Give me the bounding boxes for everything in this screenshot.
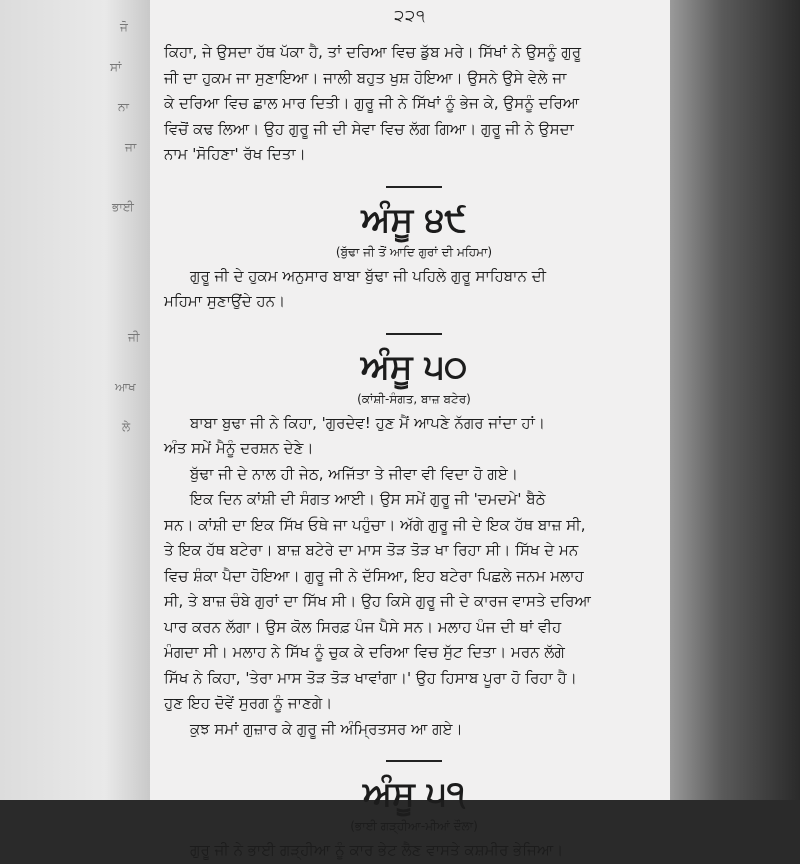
text-line: ਕੁਝ ਸਮਾਂ ਗੁਜ਼ਾਰ ਕੇ ਗੁਰੂ ਜੀ ਅੰਮ੍ਰਿਤਸਰ ਆ ਗਏ। xyxy=(190,719,463,738)
text-line: ਸਿੱਖ ਨੇ ਕਿਹਾ, 'ਤੇਰਾ ਮਾਸ ਤੋੜ ਤੋੜ ਖਾਵਾਂਗਾ।' ਉਹ ਹਿਸਾਬ ਪੂਰਾ ਹੋ ਰਿਹਾ ਹੈ। xyxy=(164,668,577,687)
text-line: ਬਾਬਾ ਬੁਢਾ ਜੀ ਨੇ ਕਿਹਾ, 'ਗੁਰਦੇਵ! ਹੁਣ ਮੈਂ ਆਪਣੇ ਨੱਗਰ ਜਾਂਦਾ ਹਾਂ। xyxy=(190,413,545,432)
text-line: ਤੇ ਇਕ ਹੱਥ ਬਟੇਰਾ। ਬਾਜ਼ ਬਟੇਰੇ ਦਾ ਮਾਸ ਤੋੜ ਤੋੜ ਖਾ ਰਿਹਾ ਸੀ। ਸਿੱਖ ਦੇ ਮਨ xyxy=(164,541,579,559)
book-page xyxy=(150,0,670,859)
text-line: ਸੀ, ਤੇ ਬਾਜ਼ ਚੰਬੇ ਗੁਰਾਂ ਦਾ ਸਿੱਖ ਸੀ। ਉਹ ਕਿਸੇ ਗੁਰੂ ਜੀ ਦੇ ਕਾਰਜ ਵਾਸਤੇ ਦਰਿਆ xyxy=(164,592,591,610)
page-stack-shadow xyxy=(670,0,800,800)
left-page-fragment: ਭਾਈ xyxy=(112,200,134,214)
text-line: ਅੰਤ ਸਮੇਂ ਮੈਨੂੰ ਦਰਸ਼ਨ ਦੇਣੇ। xyxy=(164,439,314,457)
section-subheading-50: (ਕਾਂਸ਼ੀ-ਸੰਗਤ, ਬਾਜ਼ ਬਟੇਰ) xyxy=(357,391,471,406)
page-number: ੨੨੧ xyxy=(394,6,426,25)
section-heading-49: ਅੰਸੂ ੪੯ xyxy=(361,199,467,240)
text-line: ਇਕ ਦਿਨ ਕਾਂਸ਼ੀ ਦੀ ਸੰਗਤ ਆਈ। ਉਸ ਸਮੇਂ ਗੁਰੂ ਜੀ 'ਦਮਦਮੇ' ਬੈਠੇ xyxy=(190,490,546,508)
section-divider xyxy=(386,760,442,762)
text-line: ਕੇ ਦਰਿਆ ਵਿਚ ਛਾਲ ਮਾਰ ਦਿਤੀ। ਗੁਰੂ ਜੀ ਨੇ ਸਿੱਖਾਂ ਨੂੰ ਭੇਜ ਕੇ, ਉਸਨੂੰ ਦਰਿਆ xyxy=(164,94,580,112)
text-line: ਜੀ ਦਾ ਹੁਕਮ ਜਾ ਸੁਣਾਇਆ। ਜਾਲੀ ਬਹੁਤ ਖੁਸ਼ ਹੋਇਆ। ਉਸਨੇ ਉਸੇ ਵੇਲੇ ਜਾ xyxy=(164,68,567,87)
paragraph-continued xyxy=(164,40,664,168)
text-line: ਮਹਿਮਾ ਸੁਣਾਉਂਦੇ ਹਨ। xyxy=(164,292,286,310)
left-page-fragment: ਸਾਂ xyxy=(110,60,122,74)
section-subheading-51: (ਭਾਈ ਗੜ੍ਹੀਆ-ਮੀਆਂ ਦੌਲਾ) xyxy=(350,819,478,833)
page-content xyxy=(164,40,664,864)
text-line: ਨਾਮ 'ਸੋਹਿਣਾ' ਰੱਖ ਦਿਤਾ। xyxy=(164,145,306,163)
section-heading-50: ਅੰਸੂ ੫੦ xyxy=(360,346,468,387)
section-subheading-49: (ਬੁੱਢਾ ਜੀ ਤੋਂ ਆਦਿ ਗੁਰਾਂ ਦੀ ਮਹਿਮਾ) xyxy=(335,244,493,259)
text-line: ਵਿਚ ਸ਼ੰਕਾ ਪੈਦਾ ਹੋਇਆ। ਗੁਰੂ ਜੀ ਨੇ ਦੱਸਿਆ, ਇਹ ਬਟੇਰਾ ਪਿਛਲੇ ਜਨਮ ਮਲਾਹ xyxy=(164,566,584,585)
left-page-fragment: ਨਾ xyxy=(118,100,129,114)
left-page-fragment: ਜਾ xyxy=(125,140,137,154)
text-line: ਹੁਣ ਇਹ ਦੋਵੇਂ ਸੁਰਗ ਨੂੰ ਜਾਣਗੇ। xyxy=(164,694,333,712)
text-line: ਕਿਹਾ, ਜੇ ਉਸਦਾ ਹੱਥ ਪੱਕਾ ਹੈ, ਤਾਂ ਦਰਿਆ ਵਿਚ ਡੁੱਬ ਮਰੇ। ਸਿੱਖਾਂ ਨੇ ਉਸਨੂੰ ਗੁਰੂ xyxy=(164,43,582,61)
text-line: ਗੁਰੂ ਜੀ ਦੇ ਹੁਕਮ ਅਨੁਸਾਰ ਬਾਬਾ ਬੁੱਢਾ ਜੀ ਪਹਿਲੇ ਗੁਰੂ ਸਾਹਿਬਾਨ ਦੀ xyxy=(190,266,547,285)
text-line: ਸਨ। ਕਾਂਸ਼ੀ ਦਾ ਇਕ ਸਿੱਖ ਓਥੇ ਜਾ ਪਹੁੰਚਾ। ਅੱਗੇ ਗੁਰੂ ਜੀ ਦੇ ਇਕ ਹੱਥ ਬਾਜ਼ ਸੀ, xyxy=(164,515,586,534)
section-divider xyxy=(386,186,442,188)
text-line: ਪਾਰ ਕਰਨ ਲੱਗਾ। ਉਸ ਕੋਲ ਸਿਰਫ਼ ਪੰਜ ਪੈਸੇ ਸਨ। ਮਲਾਹ ਪੰਜ ਦੀ ਥਾਂ ਵੀਹ xyxy=(164,617,562,636)
left-page-fragment: ਆਖ xyxy=(115,380,136,394)
left-page-fragment: ਜੀ xyxy=(128,330,140,344)
left-page-fragment: ਲੇ xyxy=(122,420,131,434)
section-divider xyxy=(386,333,442,335)
section-heading-51: ਅੰਸੂ ੫੧ xyxy=(362,774,466,814)
text-line: ਗੁਰੂ ਜੀ ਨੇ ਭਾਈ ਗੜ੍ਹੀਆ ਨੂੰ ਕਾਰ ਭੇਟ ਲੈਣ ਵਾਸਤੇ ਕਸ਼ਮੀਰ ਭੇਜਿਆ। xyxy=(190,841,564,859)
text-line: ਮੰਗਦਾ ਸੀ। ਮਲਾਹ ਨੇ ਸਿੱਖ ਨੂੰ ਚੁਕ ਕੇ ਦਰਿਆ ਵਿਚ ਸੁੱਟ ਦਿਤਾ। ਮਰਨ ਲੱਗੇ xyxy=(164,643,565,661)
text-line: ਬੁੱਢਾ ਜੀ ਦੇ ਨਾਲ ਹੀ ਜੇਠ, ਅਜਿੱਤਾ ਤੇ ਜੀਵਾ ਵੀ ਵਿਦਾ ਹੋ ਗਏ। xyxy=(190,464,518,483)
left-page-fragment: ਜੋ xyxy=(120,20,128,34)
text-line: ਵਿਚੋਂ ਕਢ ਲਿਆ। ਉਹ ਗੁਰੂ ਜੀ ਦੀ ਸੇਵਾ ਵਿਚ ਲੱਗ ਗਿਆ। ਗੁਰੂ ਜੀ ਨੇ ਉਸਦਾ xyxy=(164,119,574,138)
left-page-edge xyxy=(0,0,150,800)
